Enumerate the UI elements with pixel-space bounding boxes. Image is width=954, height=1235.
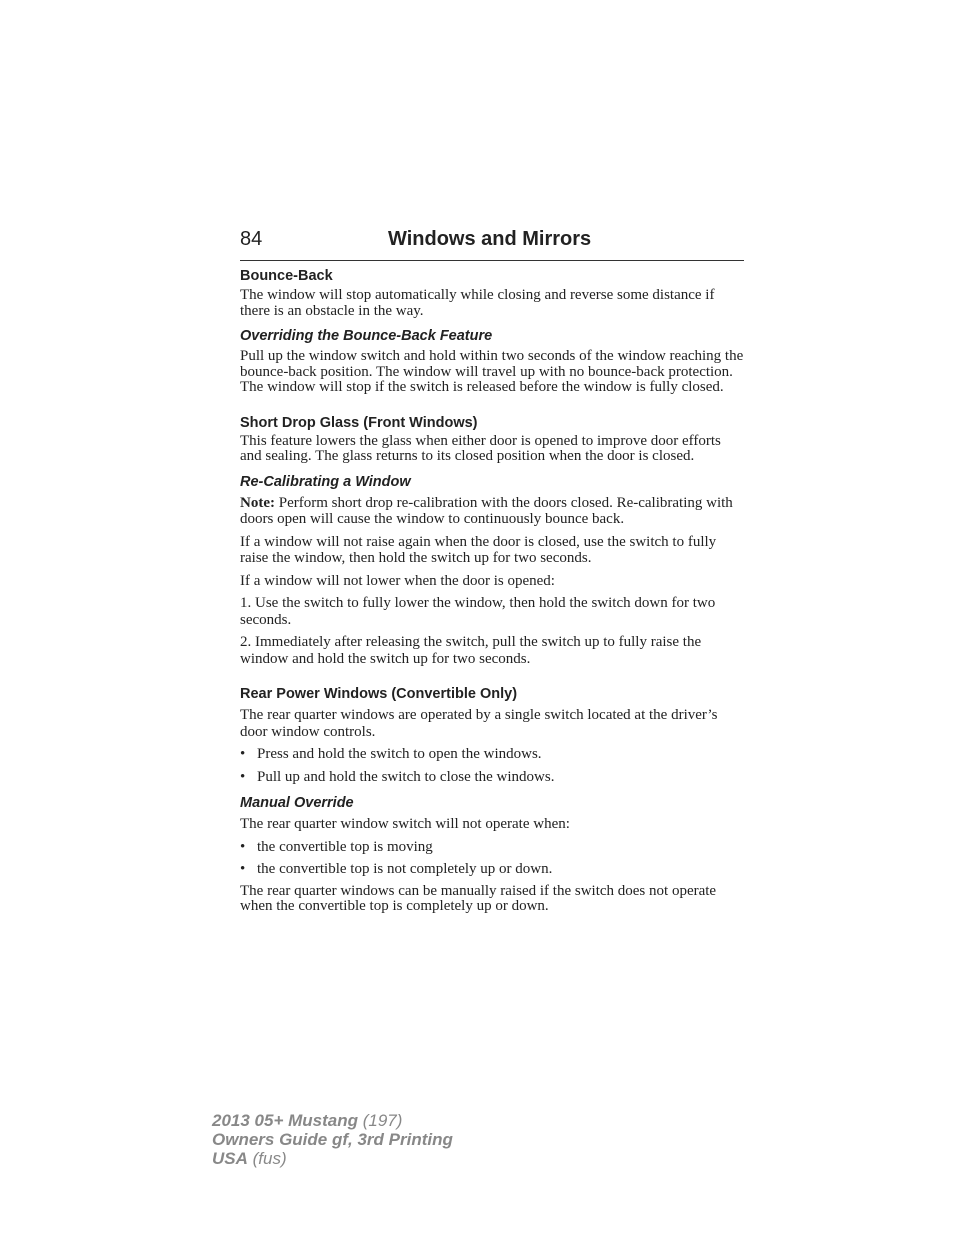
step-1: 1. Use the switch to fully lower the window, then hold the switch down for two seconds. bbox=[240, 595, 716, 628]
bullet-text: Pull up and hold the switch to close the windows. bbox=[257, 768, 555, 785]
footer-printing-info bbox=[212, 1111, 453, 1168]
bullet-icon: • bbox=[240, 746, 246, 762]
chapter-title: Windows and Mirrors bbox=[388, 228, 592, 250]
paragraph-manual-raise: The rear quarter windows can be manually raised if the switch does not operate when the convertible top is completely up or down. bbox=[240, 882, 717, 914]
bullet-text: the convertible top is moving bbox=[257, 838, 433, 855]
list-item bbox=[240, 746, 746, 763]
footer-line-market: USA (fus) bbox=[212, 1149, 287, 1168]
bullet-text: Press and hold the switch to open the windows. bbox=[257, 746, 542, 762]
heading-recalibrating: Re-Calibrating a Window bbox=[240, 473, 411, 490]
page-number: 84 bbox=[240, 228, 263, 250]
footer-line-model: 2013 05+ Mustang (197) bbox=[212, 1111, 403, 1130]
paragraph-short-drop: This feature lowers the glass when either door is opened to improve door efforts and sealing. The glass returns to its closed position when the door is closed. bbox=[240, 432, 721, 464]
paragraph-raise-fails: If a window will not raise again when the door is closed, use the switch to fully raise the window, then hold the switch up for two seconds. bbox=[240, 533, 717, 566]
paragraph-rear-power-windows: The rear quarter windows are operated by a single switch located at the driver’s door window controls. bbox=[240, 707, 718, 740]
bullet-text: the convertible top is not completely up or down. bbox=[257, 861, 553, 877]
bullet-icon: • bbox=[240, 768, 246, 785]
list-item bbox=[240, 839, 746, 856]
note-text: Perform short drop re-calibration with the doors closed. Re-calibrating with doors open will cause the window to continuously bounce back. bbox=[240, 494, 733, 527]
paragraph-lower-fails: If a window will not lower when the door is opened: bbox=[240, 572, 555, 589]
page-content bbox=[240, 266, 746, 915]
heading-short-drop: Short Drop Glass (Front Windows) bbox=[240, 414, 478, 431]
heading-manual-override: Manual Override bbox=[240, 795, 354, 811]
note-recalibration bbox=[240, 495, 746, 528]
step-2: 2. Immediately after releasing the switch, pull the switch up to fully raise the window and hold the switch up for two seconds. bbox=[240, 634, 702, 667]
list-item bbox=[240, 769, 746, 786]
bullet-icon: • bbox=[240, 838, 246, 855]
bullet-icon: • bbox=[240, 861, 246, 877]
footer-line-guide: Owners Guide gf, 3rd Printing bbox=[212, 1130, 453, 1149]
heading-bounce-back: Bounce-Back bbox=[240, 268, 333, 284]
page-header bbox=[240, 228, 744, 261]
heading-overriding-bounce-back: Overriding the Bounce-Back Feature bbox=[240, 328, 493, 344]
paragraph-bounce-back: The window will stop automatically while closing and reverse some distance if there is an obstacle in the way. bbox=[240, 287, 715, 319]
note-label: Note: bbox=[240, 494, 275, 511]
paragraph-overriding-bounce-back: Pull up the window switch and hold within two seconds of the window reaching the bounce-back position. The window will travel up with no bounce-back protection. The window will stop if the switch is released before the window is fully closed. bbox=[240, 348, 744, 395]
paragraph-manual-override: The rear quarter window switch will not operate when: bbox=[240, 816, 570, 832]
heading-rear-power-windows: Rear Power Windows (Convertible Only) bbox=[240, 686, 518, 702]
list-item bbox=[240, 861, 746, 878]
